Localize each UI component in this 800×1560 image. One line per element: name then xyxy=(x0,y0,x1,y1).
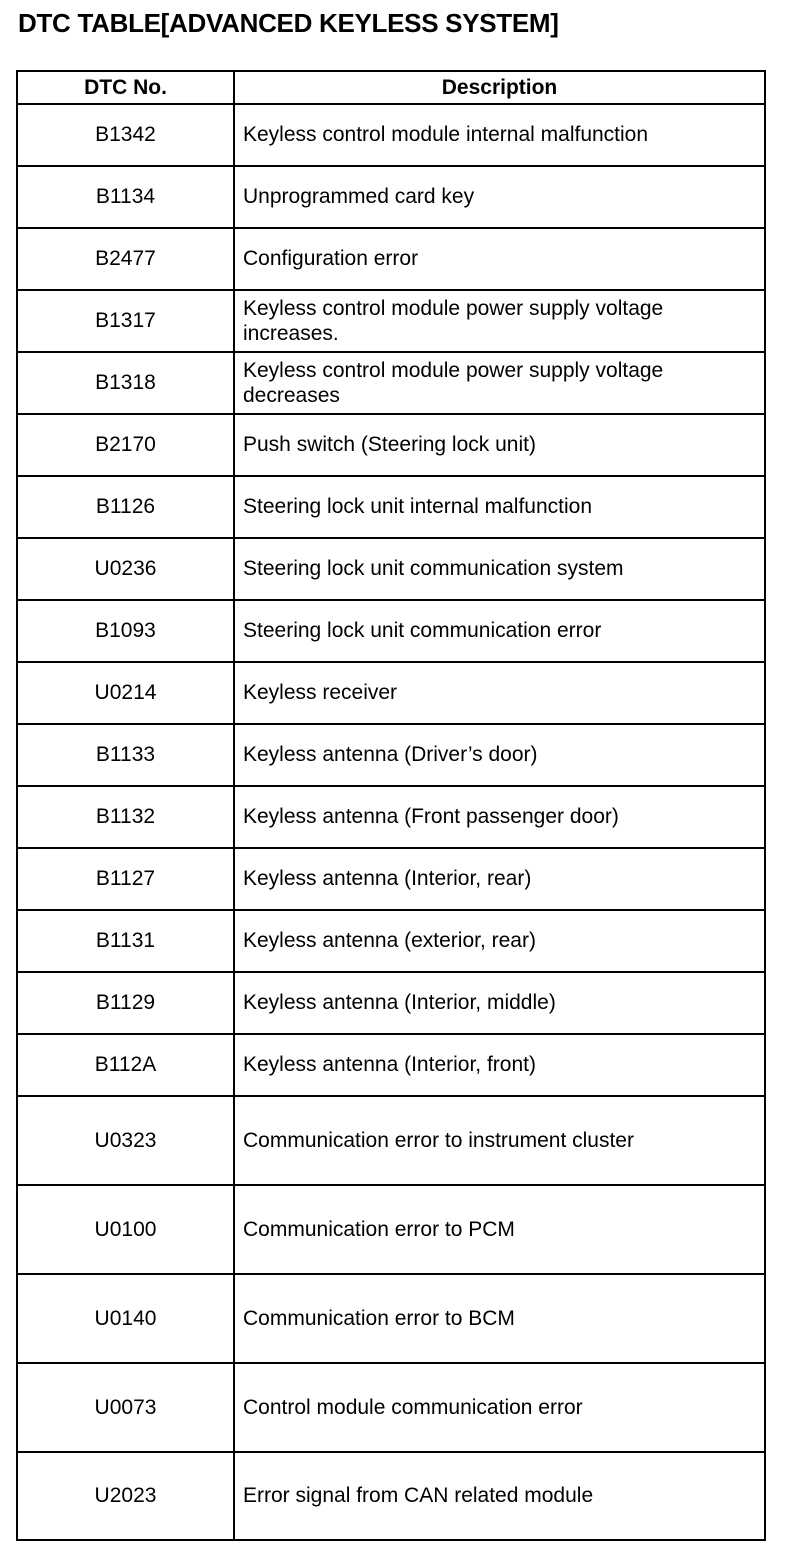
table-header-row xyxy=(17,71,765,104)
dtc-code-cell: B1317 xyxy=(17,290,234,352)
dtc-description-cell: Control module communication error xyxy=(234,1363,765,1452)
table-row xyxy=(17,290,765,352)
page-title: DTC TABLE[ADVANCED KEYLESS SYSTEM] xyxy=(18,8,559,38)
dtc-code-cell: U2023 xyxy=(17,1452,234,1540)
table-row xyxy=(17,1034,765,1096)
table-row xyxy=(17,538,765,600)
dtc-description-cell: Keyless control module power supply voltage decreases xyxy=(234,352,765,414)
dtc-description-cell: Communication error to BCM xyxy=(234,1274,765,1363)
dtc-code-cell: U0073 xyxy=(17,1363,234,1452)
table-row xyxy=(17,414,765,476)
table-row xyxy=(17,1274,765,1363)
table-row xyxy=(17,786,765,848)
table-row xyxy=(17,724,765,786)
dtc-code-cell: B2170 xyxy=(17,414,234,476)
dtc-description-cell: Configuration error xyxy=(234,228,765,290)
dtc-code-cell: B1131 xyxy=(17,910,234,972)
table-row xyxy=(17,662,765,724)
dtc-code-cell: B1134 xyxy=(17,166,234,228)
dtc-description-cell: Keyless antenna (Front passenger door) xyxy=(234,786,765,848)
dtc-description-cell: Keyless antenna (Interior, front) xyxy=(234,1034,765,1096)
dtc-code-cell: U0214 xyxy=(17,662,234,724)
dtc-code-cell: B1133 xyxy=(17,724,234,786)
table-row xyxy=(17,600,765,662)
dtc-description-cell: Keyless control module internal malfunction xyxy=(234,104,765,166)
dtc-code-cell: B1342 xyxy=(17,104,234,166)
table-row xyxy=(17,228,765,290)
dtc-description-cell: Steering lock unit communication system xyxy=(234,538,765,600)
dtc-table xyxy=(16,70,766,1541)
dtc-code-cell: U0100 xyxy=(17,1185,234,1274)
dtc-description-cell: Unprogrammed card key xyxy=(234,166,765,228)
dtc-code-cell: U0140 xyxy=(17,1274,234,1363)
dtc-description-cell: Communication error to PCM xyxy=(234,1185,765,1274)
table-row xyxy=(17,166,765,228)
dtc-code-cell: U0236 xyxy=(17,538,234,600)
dtc-code-cell: B1126 xyxy=(17,476,234,538)
dtc-code-cell: B1129 xyxy=(17,972,234,1034)
dtc-description-cell: Keyless antenna (Driver’s door) xyxy=(234,724,765,786)
dtc-code-cell: B1093 xyxy=(17,600,234,662)
table-row xyxy=(17,352,765,414)
table-row xyxy=(17,1096,765,1185)
dtc-code-cell: B112A xyxy=(17,1034,234,1096)
table-row xyxy=(17,910,765,972)
dtc-code-cell: B1132 xyxy=(17,786,234,848)
table-row xyxy=(17,1185,765,1274)
dtc-code-cell: B1127 xyxy=(17,848,234,910)
dtc-description-cell: Communication error to instrument cluster xyxy=(234,1096,765,1185)
dtc-description-cell: Keyless antenna (exterior, rear) xyxy=(234,910,765,972)
dtc-description-cell: Keyless receiver xyxy=(234,662,765,724)
dtc-code-cell: U0323 xyxy=(17,1096,234,1185)
column-header-dtc-no: DTC No. xyxy=(17,71,234,104)
dtc-description-cell: Keyless antenna (Interior, rear) xyxy=(234,848,765,910)
dtc-description-cell: Push switch (Steering lock unit) xyxy=(234,414,765,476)
table-row xyxy=(17,1452,765,1540)
column-header-description: Description xyxy=(234,71,765,104)
table-row xyxy=(17,972,765,1034)
dtc-code-cell: B1318 xyxy=(17,352,234,414)
dtc-description-cell: Keyless antenna (Interior, middle) xyxy=(234,972,765,1034)
dtc-description-cell: Steering lock unit communication error xyxy=(234,600,765,662)
table-row xyxy=(17,104,765,166)
dtc-code-cell: B2477 xyxy=(17,228,234,290)
table-row xyxy=(17,476,765,538)
dtc-description-cell: Steering lock unit internal malfunction xyxy=(234,476,765,538)
table-row xyxy=(17,1363,765,1452)
table-row xyxy=(17,848,765,910)
dtc-description-cell: Error signal from CAN related module xyxy=(234,1452,765,1540)
dtc-description-cell: Keyless control module power supply voltage increases. xyxy=(234,290,765,352)
